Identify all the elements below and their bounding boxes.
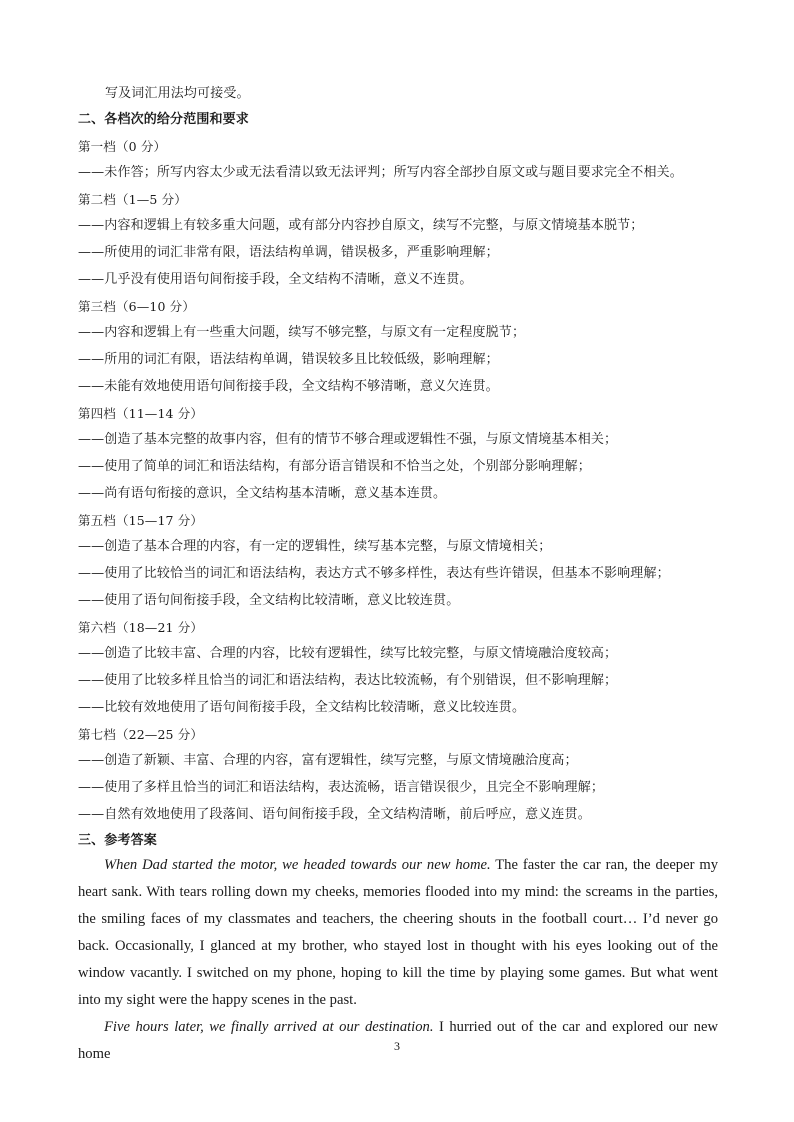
tier1-heading: 第一档（0 分） — [78, 139, 167, 154]
tier5-item: ——创造了基本合理的内容，有一定的逻辑性，续写基本完整，与原文情境相关； — [78, 539, 552, 554]
tier3-item: ——内容和逻辑上有一些重大问题，续写不够完整，与原文有一定程度脱节； — [78, 325, 526, 340]
tier4-item: ——尚有语句衔接的意识，全文结构基本清晰，意义基本连贯。 — [78, 486, 447, 501]
tier5-item: ——使用了比较恰当的词汇和语法结构，表达方式不够多样性，表达有些许错误，但基本不影响理解； — [78, 566, 670, 581]
tier1-item: ——未作答；所写内容太少或无法看清以致无法评判；所写内容全部抄自原文或与题目要求完全不相关。 — [78, 165, 683, 180]
tier2-heading: 第二档（1—5 分） — [78, 192, 187, 207]
tier2-item: ——内容和逻辑上有较多重大问题，或有部分内容抄自原文，续写不完整，与原文情境基本脱节； — [78, 218, 644, 233]
tier6-item: ——创造了比较丰富、合理的内容，比较有逻辑性，续写比较完整，与原文情境融洽度较高； — [78, 646, 618, 661]
tier7-heading: 第七档（22—25 分） — [78, 727, 204, 742]
answer-paragraph-1 — [78, 852, 718, 1014]
tier3-heading: 第三档（6—10 分） — [78, 299, 195, 314]
paragraph-1-body: The faster the car ran, the deeper my heart sank. With tears rolling down my cheeks, memories flooded into my mind: the screams in the parties, the smiling faces of my classmates and teachers, the cheering shouts in the football court… I’d never go back. Occasionally, I glanced at my brother, who stayed lost in thought with his eyes looking out of the window vacantly. I switched on my phone, hoping to kill the time by playing some games. But what went into my sight were the happy scenes in the past. — [78, 857, 719, 1008]
tier3-item: ——所用的词汇有限，语法结构单调，错误较多且比较低级，影响理解； — [78, 352, 499, 367]
tier7-item: ——自然有效地使用了段落间、语句间衔接手段，全文结构清晰，前后呼应，意义连贯。 — [78, 807, 591, 822]
tier7-item: ——使用了多样且恰当的词汇和语法结构，表达流畅，语言错误很少，且完全不影响理解； — [78, 780, 605, 795]
section3-title: 三、参考答案 — [78, 833, 157, 848]
intro-continuation: 写及词汇用法均可接受。 — [105, 86, 250, 101]
tier5-item: ——使用了语句间衔接手段，全文结构比较清晰，意义比较连贯。 — [78, 593, 460, 608]
paragraph-1-lead: When Dad started the motor, we headed towards our new home. — [104, 857, 491, 873]
paragraph-2-body: I hurried out of the car and explored our new home — [78, 1019, 718, 1062]
tier2-item: ——几乎没有使用语句间衔接手段，全文结构不清晰，意义不连贯。 — [78, 272, 473, 287]
tier5-heading: 第五档（15—17 分） — [78, 513, 204, 528]
tier2-item: ——所使用的词汇非常有限，语法结构单调，错误极多，严重影响理解； — [78, 245, 499, 260]
reference-answer — [78, 852, 718, 1068]
tier4-item: ——使用了简单的词汇和语法结构，有部分语言错误和不恰当之处，个别部分影响理解； — [78, 459, 591, 474]
tier6-heading: 第六档（18—21 分） — [78, 620, 204, 635]
section2-title: 二、各档次的给分范围和要求 — [78, 112, 249, 127]
tier4-heading: 第四档（11—14 分） — [78, 406, 204, 421]
tier6-item: ——使用了比较多样且恰当的词汇和语法结构，表达比较流畅，有个别错误，但不影响理解； — [78, 673, 618, 688]
tier6-item: ——比较有效地使用了语句间衔接手段，全文结构比较清晰，意义比较连贯。 — [78, 700, 526, 715]
tier4-item: ——创造了基本完整的故事内容，但有的情节不够合理或逻辑性不强，与原文情境基本相关； — [78, 432, 618, 447]
tier7-item: ——创造了新颖、丰富、合理的内容，富有逻辑性，续写完整，与原文情境融洽度高； — [78, 753, 578, 768]
page-number: 3 — [394, 1039, 400, 1053]
tier3-item: ——未能有效地使用语句间衔接手段，全文结构不够清晰，意义欠连贯。 — [78, 379, 499, 394]
paragraph-2-lead: Five hours later, we finally arrived at our destination. — [104, 1019, 434, 1035]
